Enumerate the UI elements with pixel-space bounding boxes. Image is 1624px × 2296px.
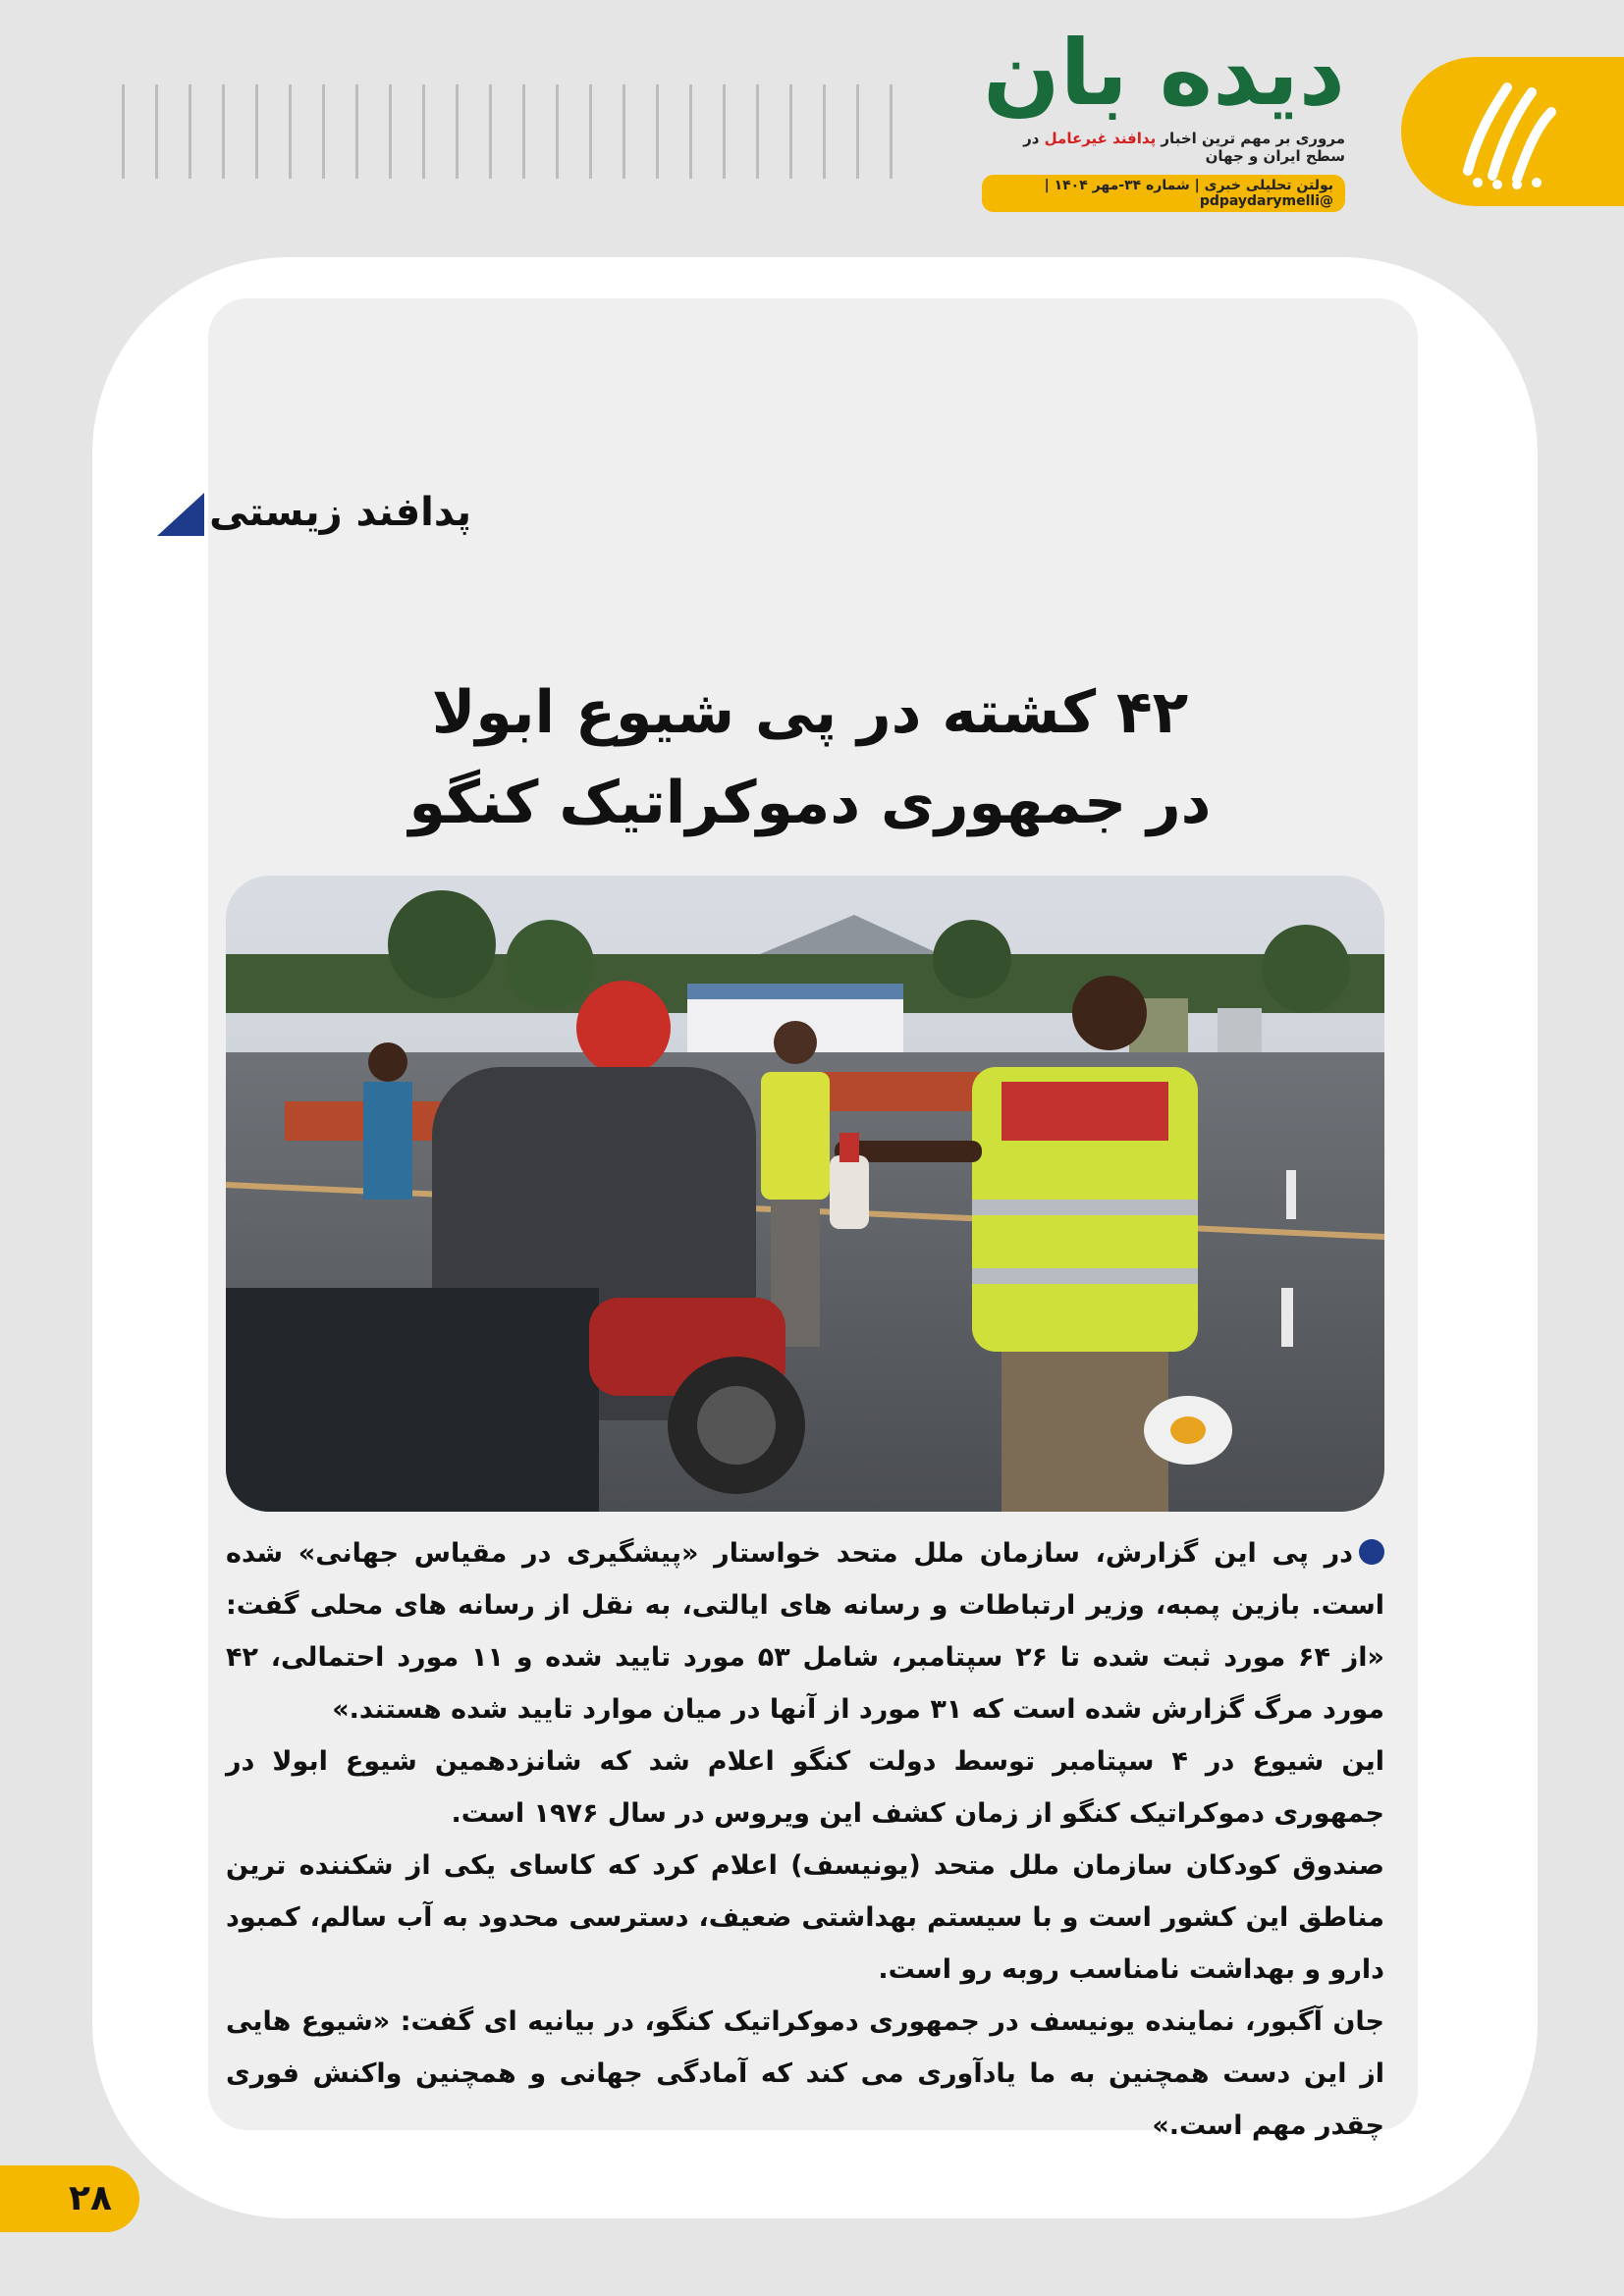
header-stripe bbox=[422, 84, 425, 179]
article-body bbox=[226, 1527, 1384, 2152]
header-stripe bbox=[856, 84, 859, 179]
header-stripe bbox=[189, 84, 191, 179]
header-stripe bbox=[890, 84, 893, 179]
header-stripe bbox=[623, 84, 625, 179]
section-label: پدافند زیستی bbox=[209, 490, 471, 535]
page-number-badge bbox=[0, 2165, 139, 2232]
header-stripe bbox=[155, 84, 158, 179]
headline-line-2: در جمهوری دموکراتیک کنگو bbox=[408, 769, 1212, 837]
header-stripe bbox=[489, 84, 492, 179]
paragraph-4: جان آگبور، نماینده یونیسف در جمهوری دموکراتیک کنگو، در بیانیه ای گفت: «شیوع هایی از این دست همچنین به ما یادآوری می کند که آمادگی جهانی و همچنین واکنش فوری چقدر مهم است.» bbox=[226, 2006, 1384, 2141]
bullet-icon bbox=[1359, 1539, 1384, 1565]
section-marker-icon bbox=[157, 493, 204, 536]
header-stripe bbox=[122, 84, 125, 179]
paragraph-1-text: در پی این گزارش، سازمان ملل متحد خواستار «پیشگیری در مقیاس جهانی» شده است. بازین پمبه، وزیر ارتباطات و رسانه های ایالتی، به نقل از رسانه های محلی گفت: «از ۶۴ مورد ثبت شده تا ۲۶ سپتامبر، شامل ۵۳ مورد تایید شده و ۱۱ مورد احتمالی، ۴۲ مورد مرگ گزارش شده است که ۳۱ مورد از آنها در میان موارد تایید شده هستند.» bbox=[226, 1538, 1384, 1725]
paragraph-1 bbox=[226, 1527, 1384, 1735]
header-stripe bbox=[589, 84, 592, 179]
page-number: ۲۸ bbox=[69, 2178, 112, 2218]
header-stripe bbox=[689, 84, 692, 179]
tagline-after: در سطح ایران و جهان bbox=[1023, 130, 1345, 165]
header-stripe bbox=[355, 84, 358, 179]
section-tag bbox=[157, 481, 471, 544]
header-stripe bbox=[456, 84, 459, 179]
header-stripe bbox=[656, 84, 659, 179]
header-stripe bbox=[255, 84, 258, 179]
header-stripe bbox=[322, 84, 325, 179]
paragraph-2: این شیوع در ۴ سپتامبر توسط دولت کنگو اعلام شد که شانزدهمین شیوع ابولا در جمهوری دموکراتیک کنگو از زمان کشف این ویروس در سال ۱۹۷۶ است. bbox=[226, 1746, 1385, 1829]
masthead-tagline bbox=[982, 130, 1345, 165]
headline-line-1: ۴۲ کشته در پی شیوع ابولا bbox=[431, 678, 1189, 747]
header-stripe bbox=[756, 84, 759, 179]
header-stripes bbox=[122, 84, 927, 179]
article-headline bbox=[226, 667, 1394, 848]
header-stripe bbox=[789, 84, 792, 179]
header-stripe bbox=[823, 84, 826, 179]
masthead bbox=[982, 20, 1345, 216]
header-stripe bbox=[556, 84, 559, 179]
header-stripe bbox=[289, 84, 292, 179]
paragraph-3: صندوق کودکان سازمان ملل متحد (یونیسف) اعلام کرد که کاسای یکی از شکننده ترین مناطق این کشور است و با سیستم بهداشتی ضعیف، دسترسی محدود به آب سالم، کمبود دارو و بهداشت نامناسب روبه رو است. bbox=[226, 1850, 1384, 1985]
tagline-highlight: پدافند غیرعامل bbox=[1044, 130, 1157, 147]
header-stripe bbox=[723, 84, 726, 179]
header-stripe bbox=[522, 84, 525, 179]
health-worker-photo-icon bbox=[226, 876, 1384, 1512]
bulletin-info: بولتن تحلیلی خبری | شماره ۳۴-مهر ۱۴۰۴ | @pdpaydarymelli bbox=[982, 175, 1345, 212]
tagline-before: مروری بر مهم ترین اخبار bbox=[1156, 130, 1345, 147]
brand-logo-icon bbox=[1448, 73, 1566, 190]
masthead-title: دیده بان bbox=[983, 21, 1345, 126]
article-photo bbox=[226, 876, 1384, 1512]
header-stripe bbox=[222, 84, 225, 179]
header-stripe bbox=[389, 84, 392, 179]
brand-badge bbox=[1401, 57, 1624, 206]
